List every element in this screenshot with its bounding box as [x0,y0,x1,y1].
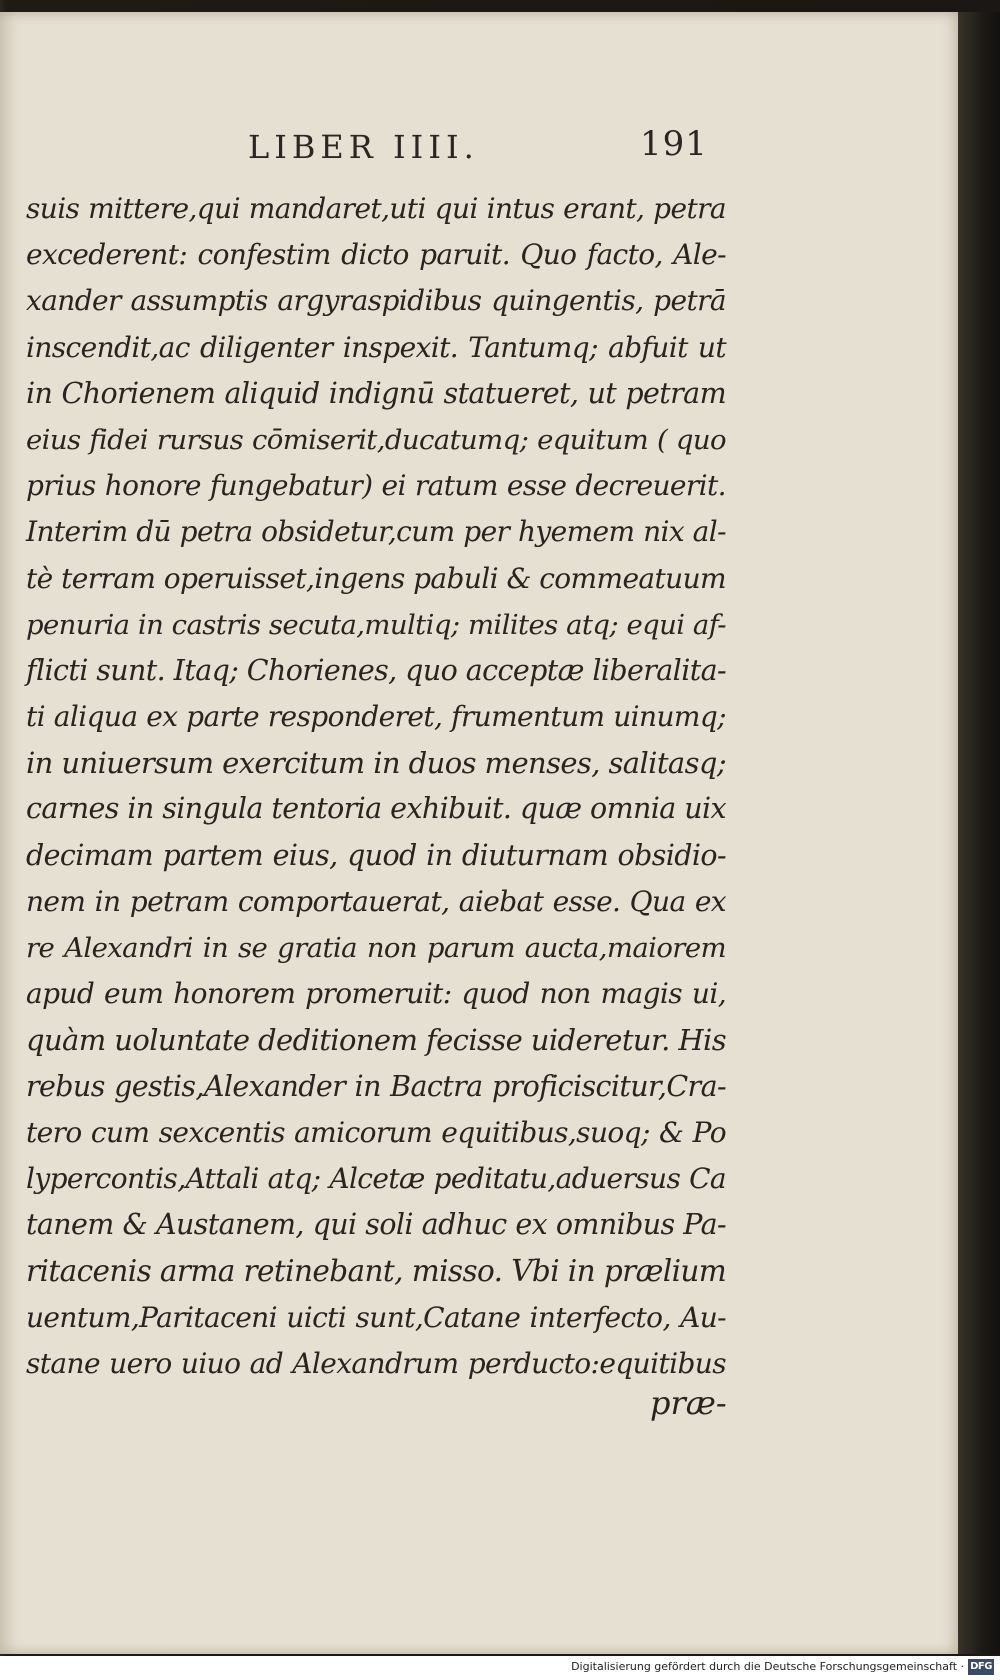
running-head [0,124,958,174]
text-line: stane uero uiuo ad Alexandrum perducto:equitibus [26,1346,726,1380]
funding-credit: Digitalisierung gefördert durch die Deutsche Forschungsgemeinschaft · [571,1660,964,1673]
running-head-title: LIBER IIII. [248,128,479,166]
text-line: prius honore fungebatur) ei ratum esse decreuerit. [26,469,726,503]
text-line: tero cum sexcentis amicorum equitibus,suoq; & Po [26,1115,726,1149]
dfg-logo-icon: DFG [968,1659,994,1675]
text-line: uentum,Paritaceni uicti sunt,Catane interfecto, Au- [26,1300,726,1334]
text-line: tanem & Austanem, qui soli adhuc ex omnibus Pa- [26,1208,726,1242]
text-line: inscendit,ac diligenter inspexit. Tantumq; abfuit ut [26,330,726,364]
text-line: in Chorienem aliquid indignū statueret, ut petram [26,376,726,410]
text-line: in uniuersum exercitum in duos menses, salitasq; [26,746,726,781]
text-line: decimam partem eius, quod in diuturnam obsidio- [26,838,726,872]
text-line: tè terram operuisset,ingens pabuli & commeatuum [26,561,726,595]
text-line: re Alexandri in se gratia non parum aucta,maiorem [26,932,726,964]
text-line: rebus gestis,Alexander in Bactra proficiscitur,Cra- [26,1069,726,1103]
body-text [26,186,726,1387]
text-line: nem in petram comportauerat, aiebat esse. Qua ex [26,884,726,918]
digitization-footer [0,1656,1000,1680]
text-line: xander assumptis argyraspidibus quingentis, petrā [26,284,726,318]
text-line: suis mittere,qui mandaret,uti qui intus erant, petra [26,192,726,225]
text-line: carnes in singula tentoria exhibuit. quæ omnia uix [26,792,726,826]
book-page-edge [958,12,1000,1654]
text-line: penuria in castris secuta,multiq; milites atq; equi af- [26,608,726,641]
text-line: ritacenis arma retinebant, misso. Vbi in prælium [26,1254,727,1289]
page-number: 191 [640,124,708,164]
text-line: apud eum honorem promeruit: quod non magis ui, [26,977,726,1011]
text-line: excederent: confestim dicto paruit. Quo facto, Ale- [26,238,726,272]
text-line: lypercontis,Attali atq; Alcetæ peditatu,aduersus Ca [26,1161,726,1195]
text-line: Interim dū petra obsidetur,cum per hyemem nix al- [26,515,726,549]
text-line: eius fidei rursus cōmiserit,ducatumq; equitum ( quo [26,423,726,456]
text-line: ti aliqua ex parte responderet, frumentum uinumq; [26,700,726,734]
text-line: quàm uoluntate deditionem fecisse uideretur. His [26,1023,726,1058]
catchword: præ- [650,1384,727,1422]
book-page [0,12,958,1654]
text-line: flicti sunt. Itaq; Chorienes, quo acceptæ liberalita- [26,653,726,687]
